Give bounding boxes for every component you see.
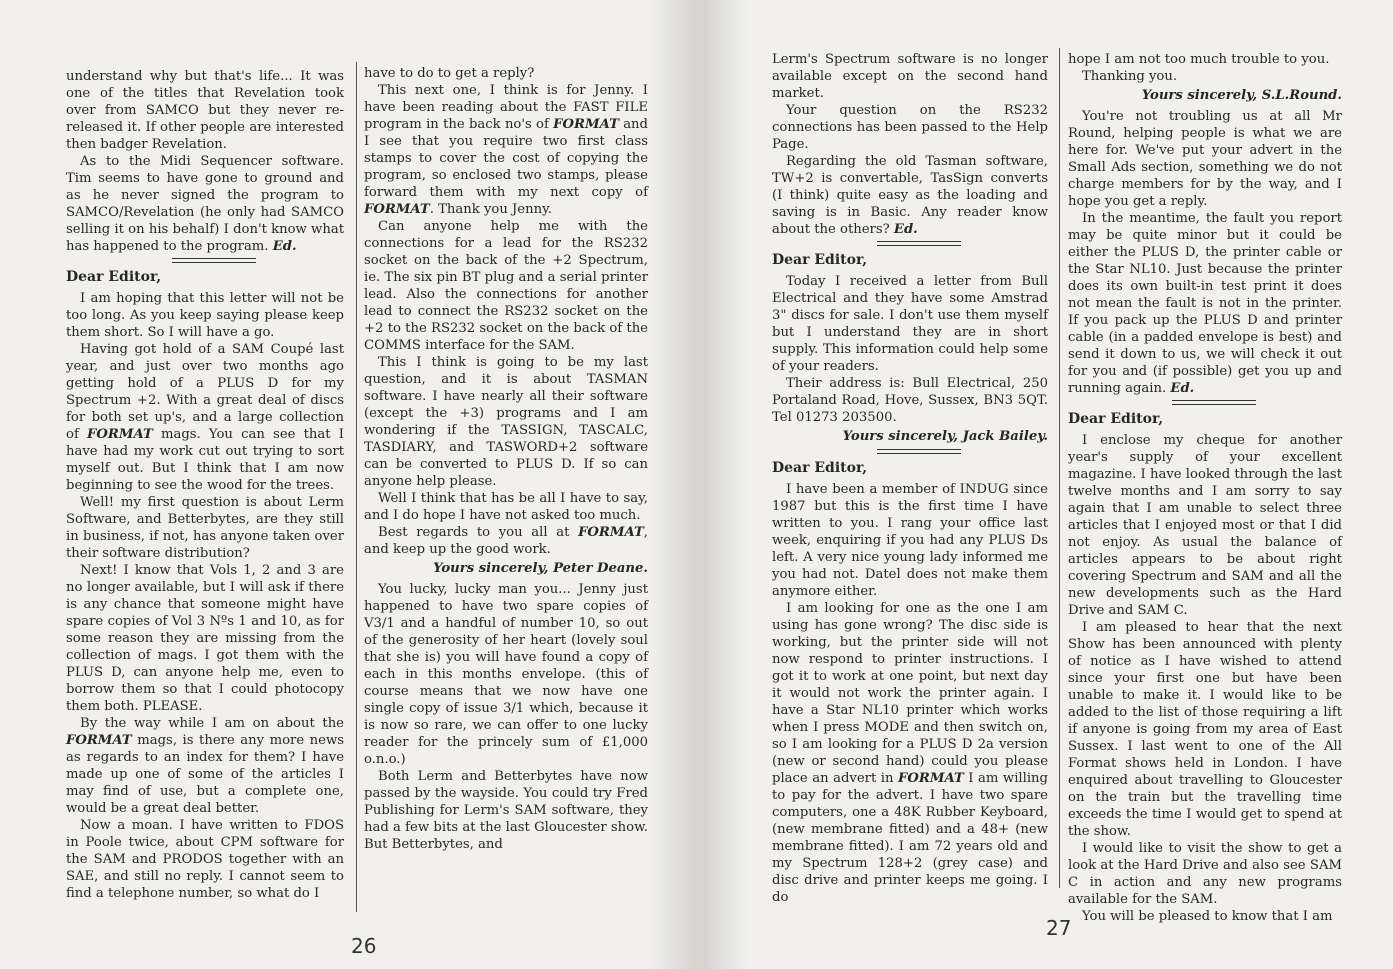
format-brand: FORMAT	[364, 202, 430, 217]
paragraph: Both Lerm and Betterbytes have now passed by the wayside. You could try Fred Publishing for Lerm's SAM software, they had a few bits at the last Gloucester show. But Betterbytes, and	[364, 769, 648, 852]
paragraph: Their address is: Bull Electrical, 250 Portaland Road, Hove, Sussex, BN3 5QT. Tel 01273 203500.	[772, 376, 1048, 425]
paragraph: You're not troubling us at all Mr Round, helping people is what we are here for. We've put your advert in the Small Ads section, something we do not charge members for by the way, and I hope you get a reply.	[1068, 109, 1342, 209]
paragraph: Now a moan. I have written to FDOS in Poole twice, about CPM software for the SAM and PRODOS together with an SAE, and still no reply. I cannot seem to find a telephone number, so what do I	[66, 818, 344, 901]
format-brand: FORMAT	[578, 525, 644, 540]
paragraph: I would like to visit the show to get a look at the Hard Drive and also see SAM C in action and any new programs available for the SAM.	[1068, 841, 1342, 907]
editor-signoff: Ed.	[272, 239, 297, 254]
paragraph: Well! my first question is about Lerm Software, and Betterbytes, are they still in business, if not, has anyone taken over their software distribution?	[66, 495, 344, 561]
paragraph: Well I think that has be all I have to say, and I do hope I have not asked too much.	[364, 491, 648, 523]
paragraph: In the meantime, the fault you report may be quite minor but it could be either the PLUS D, the printer cable or the Star NL10. Just because the printer does its own built-in test print it does not mean the fault is not in the printer. If you pack up the PLUS D and printer cable (in a padded envelope is best) and send it down to us, we will check it out for you and (if possible) get you up and running again. Ed.	[1068, 211, 1342, 396]
right-page-column-2	[1068, 51, 1342, 925]
section-divider	[877, 241, 961, 246]
paragraph: Having got hold of a SAM Coupé last year, and just over two months ago getting hold of a PLUS D for my Spectrum +2. With a great deal of discs for both set up's, and a large collection of FORMAT mags. You can see that I have had my work cut out trying to sort myself out. But I think that I am now beginning to see the wood for the trees.	[66, 342, 344, 493]
paragraph: You will be pleased to know that I am	[1082, 909, 1333, 924]
paragraph: Best regards to you all at FORMAT, and keep up the good work.	[364, 525, 648, 557]
paragraph: This next one, I think is for Jenny. I have been reading about the FAST FILE program in the back no's of FORMAT and I see that you require two first class stamps to cover the cost of copying the program, so enclosed two stamps, please forward them with my next copy of FORMAT. Thank you Jenny.	[364, 83, 648, 217]
right-page-column-1	[772, 51, 1048, 906]
left-page-column-2	[364, 65, 648, 853]
paragraph: Next! I know that Vols 1, 2 and 3 are no longer available, but I will ask if there is any chance that someone might have spare copies of Vol 3 Nºs 1 and 10, as for some reason they are missing from the collection of mags. I got them with the PLUS D, can anyone help me, even to borrow them so that I could photocopy them both. PLEASE.	[66, 563, 344, 714]
letter-heading: Dear Editor,	[66, 269, 162, 285]
letter-heading: Dear Editor,	[772, 460, 868, 476]
paragraph: As to the Midi Sequencer software. Tim seems to have gone to ground and as he never signed the program to SAMCO/Revelation (he only had SAMCO selling it on his behalf) I don't know what has happened to the program. Ed.	[66, 154, 344, 254]
section-divider	[1172, 400, 1256, 405]
paragraph: Lerm's Spectrum software is no longer available except on the second hand market.	[772, 52, 1048, 101]
gutter-shadow	[650, 0, 698, 969]
paragraph: Today I received a letter from Bull Electrical and they have some Amstrad 3" discs for sale. I don't use them myself but I understand they are in short supply. This information could help some of your readers.	[772, 274, 1048, 374]
paragraph: Thanking you.	[1082, 69, 1178, 84]
paragraph: I am pleased to hear that the next Show has been announced with plenty of notice as I have wished to attend since your first one but have been unable to make it. I would like to be added to the list of those requiring a lift if anyone is going from my area of East Sussex. I last went to one of the All Format shows held in London. I have enquired about travelling to Gloucester on the train but the travelling time exceeds the time I would get to spend at the show.	[1068, 620, 1342, 839]
paragraph: Can anyone help me with the connections for a lead for the RS232 socket on the back of the +2 Spectrum, ie. The six pin BT plug and a serial printer lead. Also the connections for another lead to connect the RS232 socket on the +2 to the RS232 socket on the back of the COMMS interface for the SAM.	[364, 219, 648, 353]
letter-heading: Dear Editor,	[772, 252, 868, 268]
editor-signoff: Ed.	[1170, 381, 1195, 396]
paragraph: understand why but that's life... It was one of the titles that Revelation took over from SAMCO but they never re-released it. If other people are interested then badger Revelation.	[66, 69, 344, 152]
paragraph: You lucky, lucky man you... Jenny just happened to have two spare copies of V3/1 and a handful of number 10, so out of the generosity of her heart (lovely soul that she is) you will have found a copy of each in this months envelope. (this of course means that we now have one single copy of issue 3/1 which, because it is now so rare, we can offer to one lucky reader for the princely sum of £1,000 o.n.o.)	[364, 582, 648, 767]
paragraph: I have been a member of INDUG since 1987 but this is the first time I have written to you. I rang your office last week, enquiring if you had any PLUS Ds left. A very nice young lady informed me you had not. Datel does not make them anymore either.	[772, 482, 1048, 599]
paragraph: have to do to get a reply?	[364, 66, 535, 81]
format-brand: FORMAT	[898, 771, 964, 786]
paragraph: Your question on the RS232 connections has been passed to the Help Page.	[772, 103, 1048, 152]
right-page	[708, 0, 1393, 969]
gutter-shadow	[708, 0, 748, 969]
column-divider	[356, 62, 357, 912]
paragraph: hope I am not too much trouble to you.	[1068, 52, 1330, 67]
letter-heading: Dear Editor,	[1068, 411, 1164, 427]
page-number: 27	[1046, 916, 1072, 940]
paragraph: By the way while I am on about the FORMAT mags, is there any more news as regards to an index for them? I have made up one of some of the articles I may find of use, but a complete one, would be a great deal better.	[66, 716, 344, 816]
paragraph: I am looking for one as the one I am using has gone wrong? The disc side is working, but the printer side will not now respond to printer instructions. I got it to work at one point, but next day it would not work the printer again. I have a Star NL10 printer which works when I press MODE and then switch on, so I am looking for a PLUS D 2a version (new or second hand) could you please place an advert in FORMAT I am willing to pay for the advert. I have two spare computers, one a 48K Rubber Keyboard, (new membrane fitted) and a 48+ (new membrane fitted). I am 72 years old and my Spectrum 128+2 (grey case) and disc drive and printer keeps me going. I do	[772, 601, 1048, 905]
page-number: 26	[351, 934, 377, 958]
column-divider	[1059, 48, 1060, 888]
section-divider	[877, 449, 961, 454]
paragraph: I enclose my cheque for another year's supply of your excellent magazine. I have looked through the last twelve months and I am sorry to say again that I am unable to select three articles that I enjoyed most or that I did not enjoy. As usual the balance of articles appears to be about right covering Spectrum and SAM and all the new developments such as the Hard Drive and SAM C.	[1068, 433, 1342, 618]
paragraph: I am hoping that this letter will not be too long. As you keep saying please keep them short. So I will have a go.	[66, 291, 344, 340]
format-brand: FORMAT	[66, 733, 132, 748]
left-page-column-1	[66, 68, 344, 902]
editor-signoff: Ed.	[893, 222, 918, 237]
section-divider	[172, 258, 256, 263]
paragraph: Regarding the old Tasman software, TW+2 is convertable, TasSign converts (I think) quite easy as the loading and saving is in Basic. Any reader know about the others? Ed.	[772, 154, 1048, 237]
paragraph: This I think is going to be my last question, and it is about TASMAN software. I have nearly all their software (except the +3) programs and I am wondering if the TASSIGN, TASCALC, TASDIARY, and TASWORD+2 software can be converted to PLUS D. If so can anyone help please.	[364, 355, 648, 489]
format-brand: FORMAT	[553, 117, 619, 132]
letter-signature: Yours sincerely, Jack Bailey.	[842, 429, 1048, 444]
format-brand: FORMAT	[87, 427, 153, 442]
letter-signature: Yours sincerely, S.L.Round.	[1141, 88, 1342, 103]
letter-signature: Yours sincerely, Peter Deane.	[433, 561, 648, 576]
